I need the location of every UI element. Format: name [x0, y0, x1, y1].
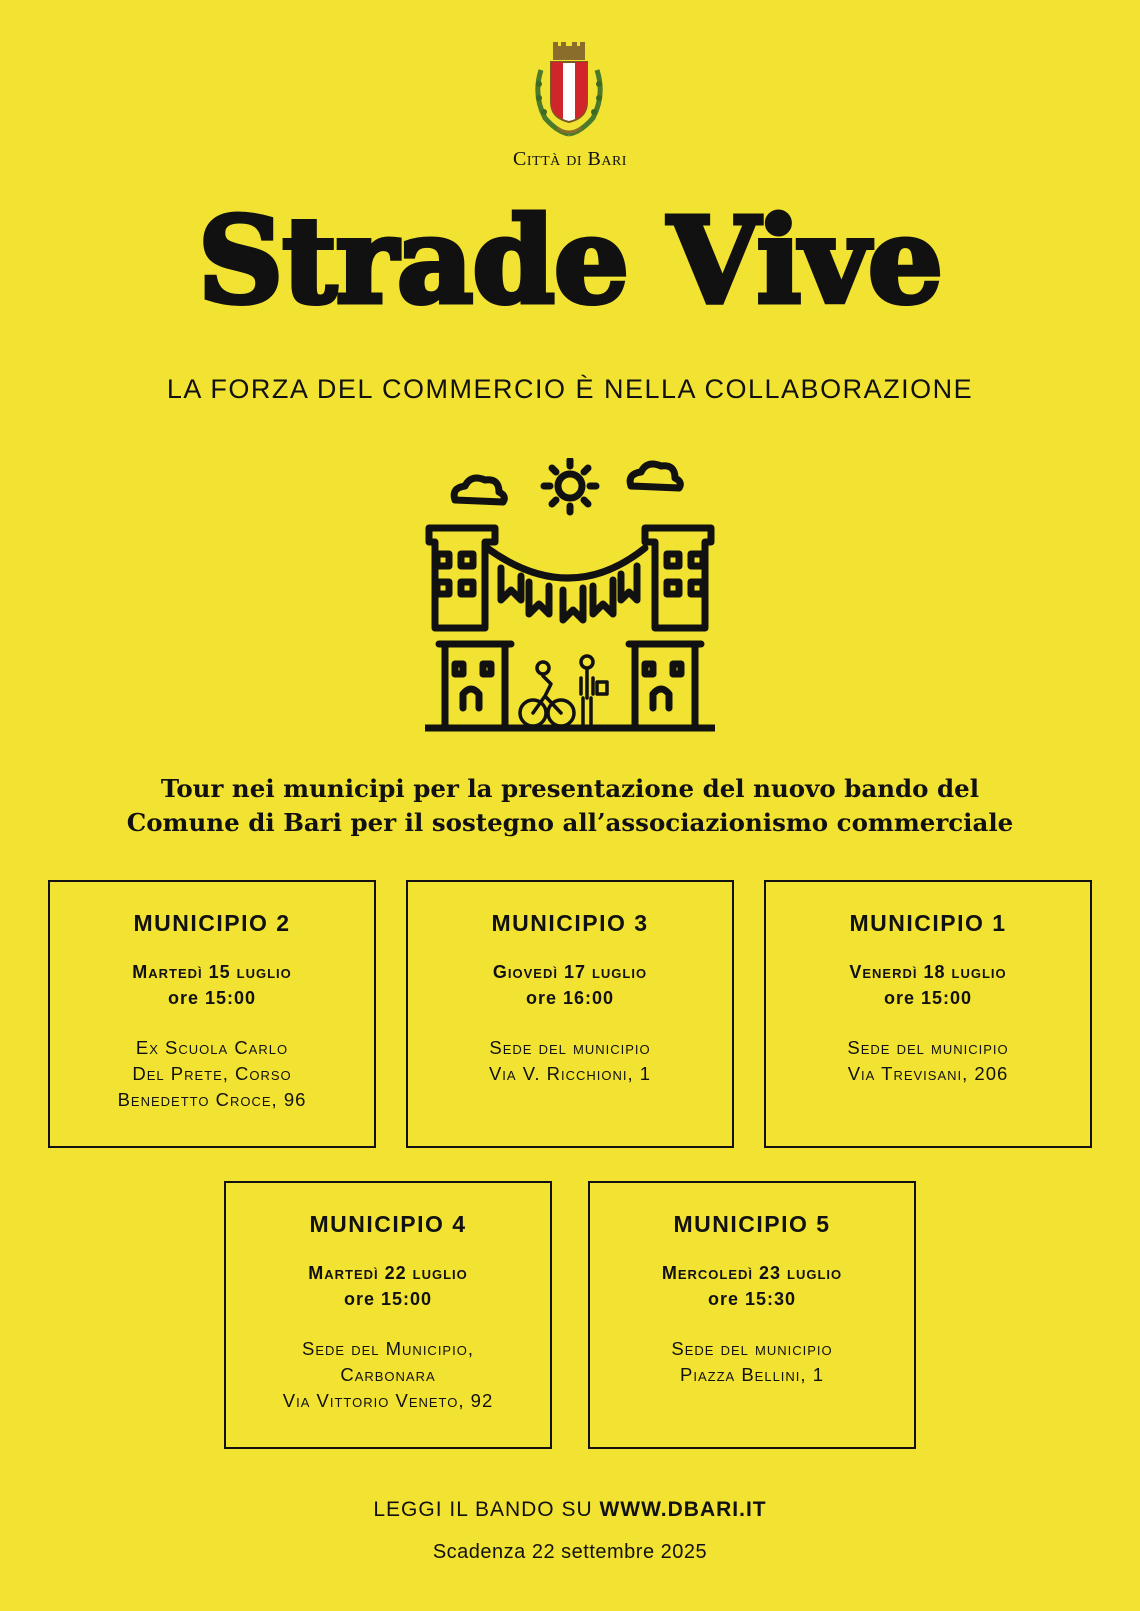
event-address	[408, 1035, 732, 1087]
event-address-line: Ex Scuola Carlo	[135, 1037, 289, 1058]
event-address-line: Benedetto Croce, 96	[117, 1089, 307, 1110]
city-crest-icon	[531, 40, 607, 140]
page-subtitle: LA FORZA DEL COMMERCIO È NELLA COLLABORAZIONE	[166, 374, 974, 404]
event-date: Mercoledì 23 luglio	[661, 1263, 843, 1283]
event-time: ore 15:00	[343, 1289, 433, 1309]
event-address-line: Sede del municipio	[489, 1037, 651, 1058]
intro-line-2: Comune di Bari per il sostegno all’associazionismo commerciale	[126, 808, 1014, 837]
event-date: Martedì 15 luglio	[132, 962, 292, 982]
event-date: Giovedì 17 luglio	[492, 962, 648, 982]
event-date: Venerdì 18 luglio	[849, 962, 1007, 982]
city-label: Città di Bari	[513, 148, 627, 170]
read-bando-label: LEGGI IL BANDO SU	[373, 1498, 593, 1521]
event-address	[50, 1035, 374, 1113]
event-card-municipio-4	[224, 1181, 552, 1449]
event-title: MUNICIPIO 3	[491, 910, 649, 936]
event-address-line: Via Trevisani, 206	[847, 1063, 1009, 1084]
read-bando-line	[0, 1498, 1140, 1522]
event-address-line: Del Prete, Corso	[132, 1063, 292, 1084]
deadline: Scadenza 22 settembre 2025	[432, 1541, 708, 1563]
event-card-municipio-5	[588, 1181, 916, 1449]
event-address	[226, 1336, 550, 1414]
event-address-line: Sede del municipio	[671, 1338, 833, 1359]
event-card-municipio-2	[48, 880, 376, 1148]
event-address	[766, 1035, 1090, 1087]
event-time: ore 15:30	[707, 1289, 797, 1309]
event-card-municipio-3	[406, 880, 734, 1148]
page-title: Strade Vive	[198, 191, 942, 330]
event-title: MUNICIPIO 4	[309, 1211, 467, 1237]
event-card-municipio-1	[764, 880, 1092, 1148]
event-time: ore 16:00	[525, 988, 615, 1008]
event-time: ore 15:00	[167, 988, 257, 1008]
event-address-line: Sede del Municipio,	[302, 1338, 474, 1359]
event-date: Martedì 22 luglio	[308, 1263, 468, 1283]
intro-line-1: Tour nei municipi per la presentazione del nuovo bando del	[160, 774, 980, 803]
event-address-line: Via Vittorio Veneto, 92	[282, 1390, 494, 1411]
intro-text	[0, 772, 1140, 840]
event-address	[590, 1336, 914, 1388]
event-address-line: Via V. Ricchioni, 1	[488, 1063, 652, 1084]
event-address-line: Sede del municipio	[847, 1037, 1009, 1058]
website-link[interactable]: WWW.DBARI.IT	[599, 1498, 767, 1521]
event-title: MUNICIPIO 1	[849, 910, 1007, 936]
event-title: MUNICIPIO 2	[133, 910, 291, 936]
event-time: ore 15:00	[883, 988, 973, 1008]
event-address-line: Piazza Bellini, 1	[680, 1364, 824, 1385]
event-address-line: Carbonara	[340, 1364, 436, 1385]
event-title: MUNICIPIO 5	[673, 1211, 831, 1237]
street-illustration-icon	[425, 458, 715, 740]
